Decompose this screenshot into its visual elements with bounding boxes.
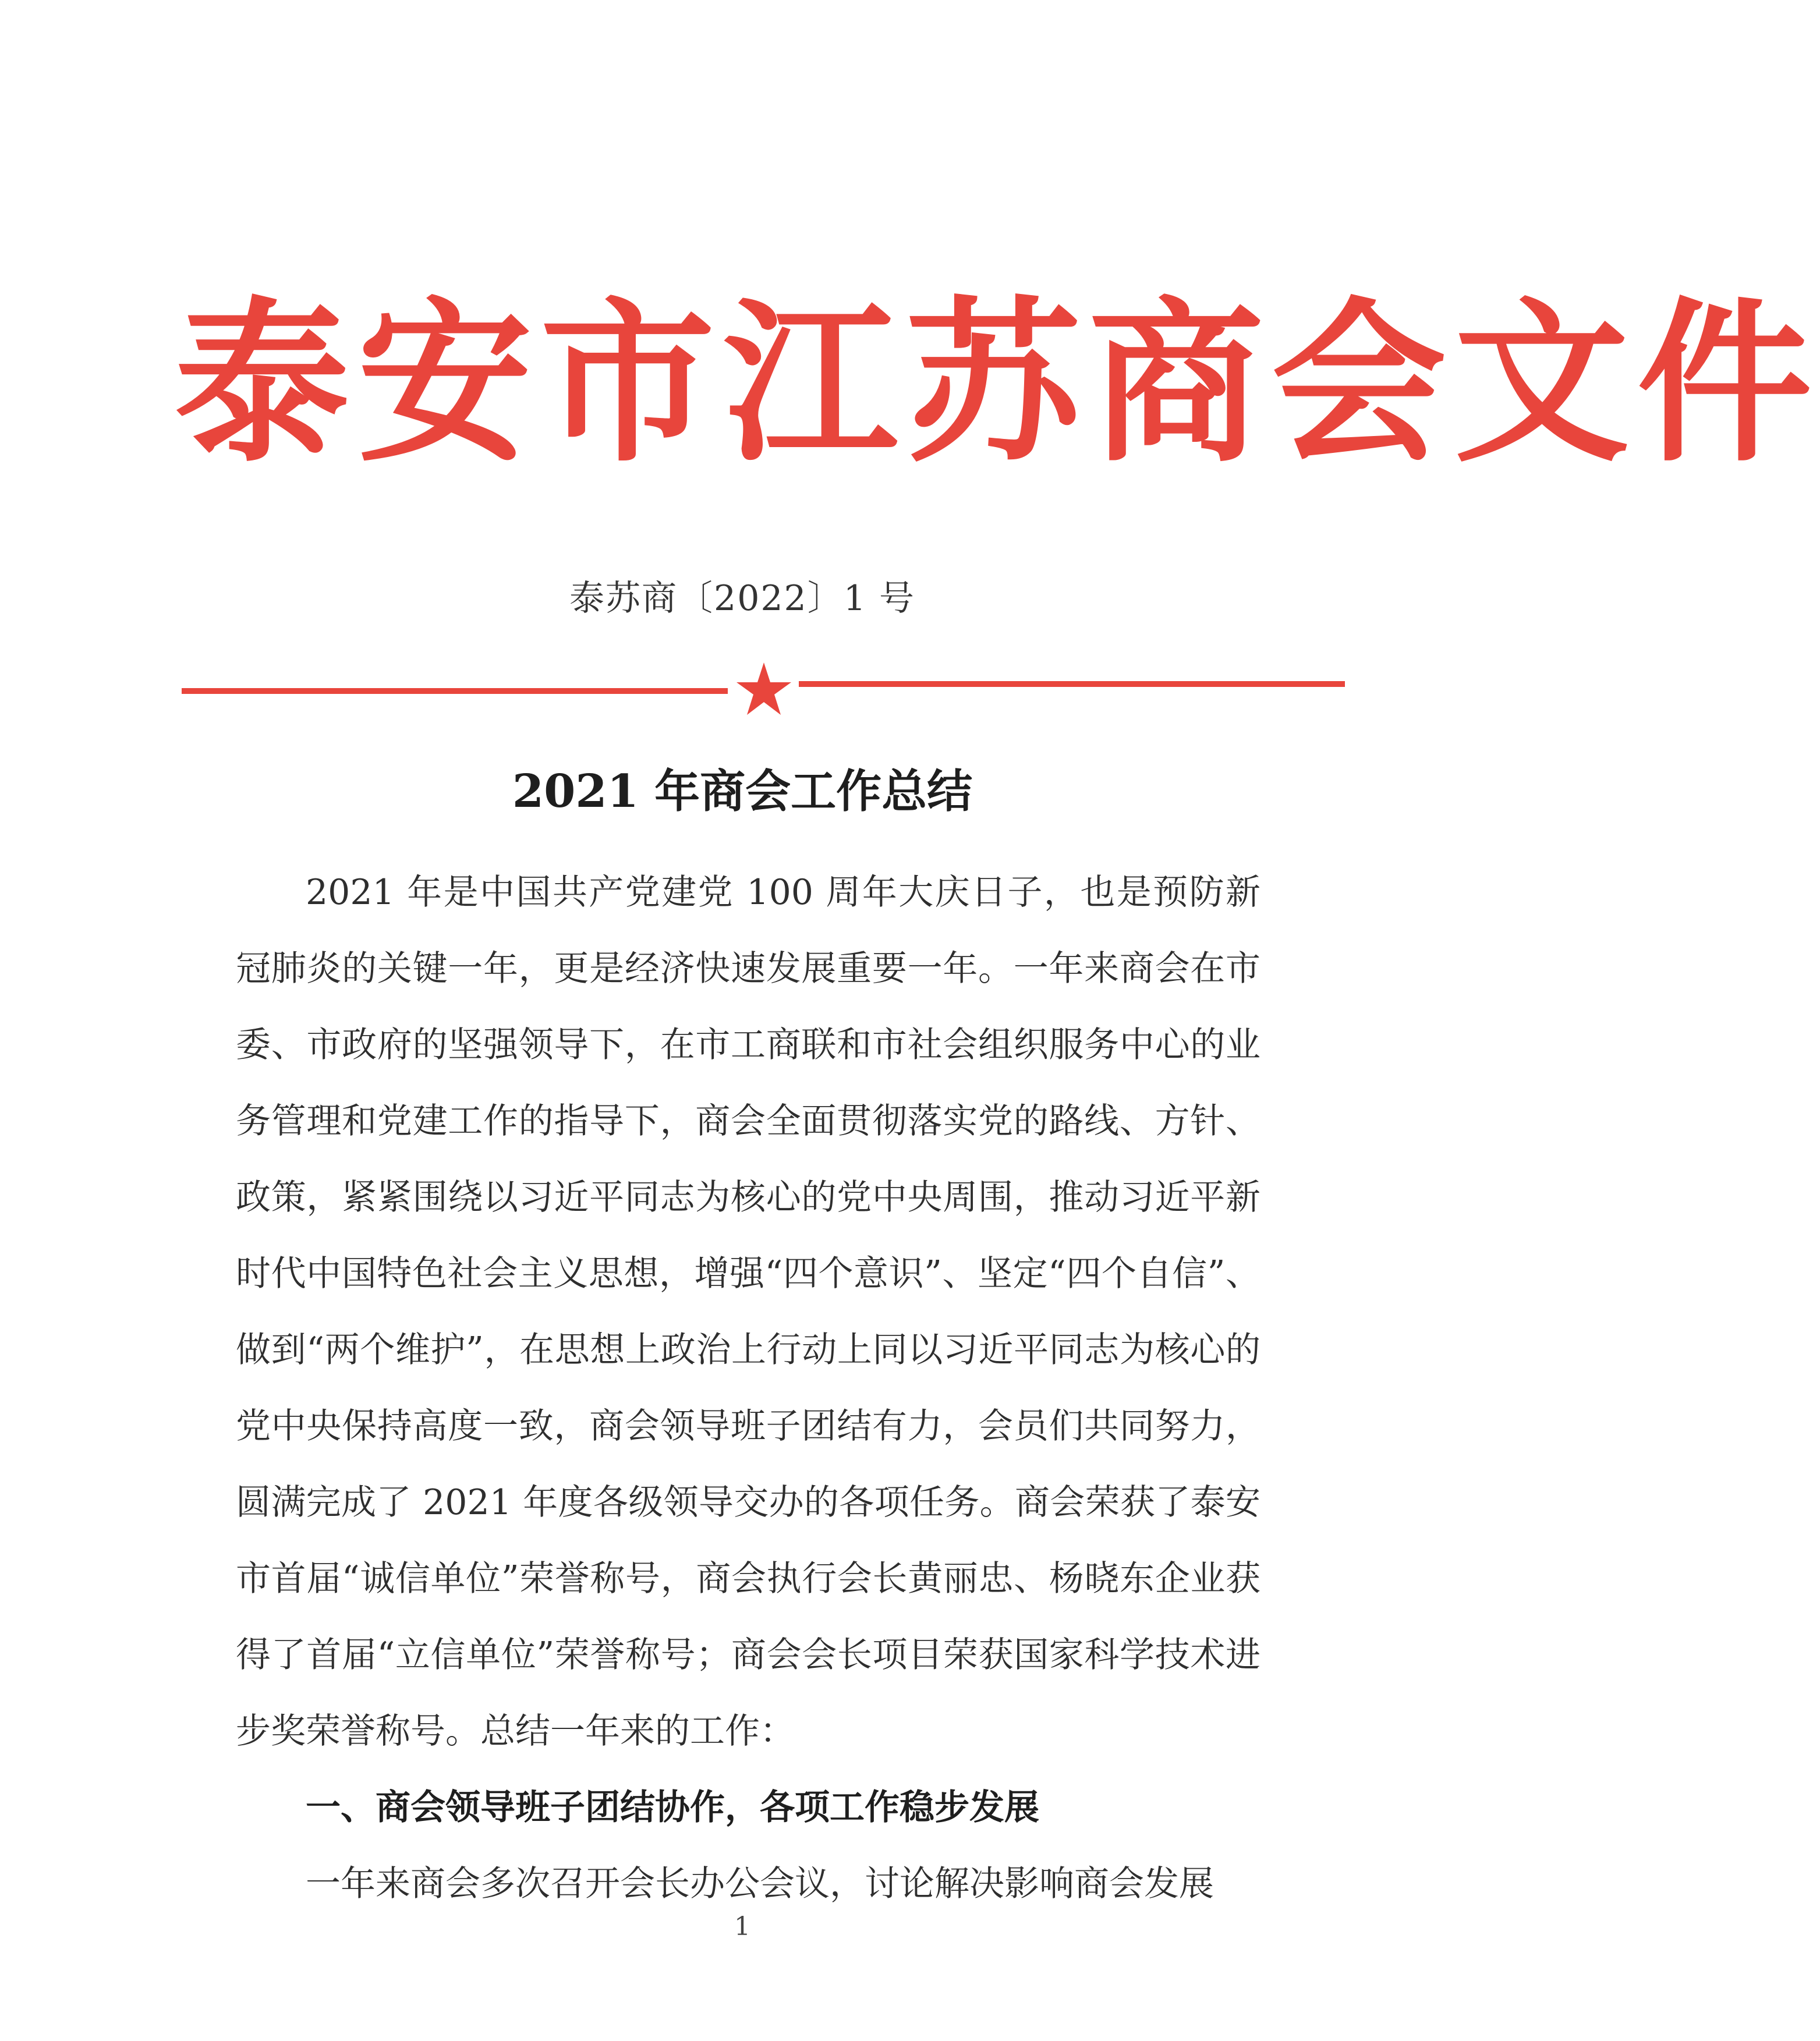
section-heading: 一、商会领导班子团结协作，各项工作稳步发展 (306, 1787, 1039, 1828)
section-paragraph: 一年来商会多次召开会长办公会议，讨论解决影响商会发展 (306, 1863, 1214, 1904)
red-star-icon (735, 660, 793, 718)
page-number: 1 (734, 1912, 750, 1941)
document-title: 2021 年商会工作总结 (512, 765, 973, 818)
document-body (236, 855, 1260, 1922)
intro-paragraph: 2021 年是中国共产党建党 100 周年大庆日子，也是预防新冠肺炎的关键一年，更是经济快速发展重要一年。一年来商会在市委、市政府的坚强领导下，在市工商联和市社会组织服务中心的业务管理和党建工作的指导下，商会全面贯彻落实党的路线、方针、政策，紧紧围绕以习近平同志为核心的党中央周围，推动习近平新时代中国特色社会主义思想，增强“四个意识”、坚定“四个自信”、做到“两个维护”，在思想上政治上行动上同以习近平同志为核心的党中央保持高度一致，商会领导班子团结有力，会员们共同努力，圆满完成了 2021 年度各级领导交办的各项任务。商会荣获了泰安市首届“诚信单位”荣誉称号，商会执行会长黄丽忠、杨晓东企业获得了首届“立信单位”荣誉称号；商会会长项目荣获国家科学技术进步奖荣誉称号。总结一年来的工作： (236, 872, 1260, 1752)
red-divider-left (182, 688, 728, 694)
red-divider-right (799, 681, 1345, 687)
document-masthead: 泰安市江苏商会文件 (175, 282, 1820, 486)
document-number: 泰苏商〔2022〕1 号 (569, 578, 915, 619)
